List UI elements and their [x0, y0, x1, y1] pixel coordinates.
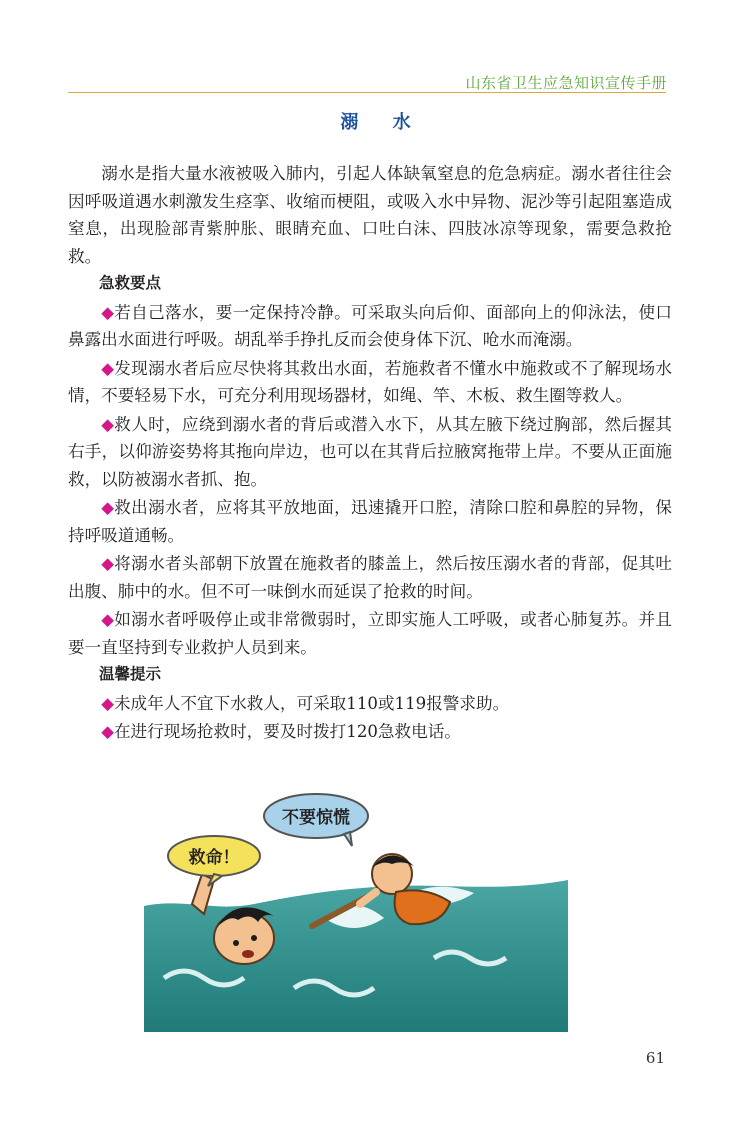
bullet-icon: ◆: [101, 302, 115, 322]
bubble-text-victim: 救命！: [188, 848, 240, 868]
bullet-icon: ◆: [101, 498, 115, 517]
list-item-text: 未成年人不宜下水救人，可采取110或119报警求助。: [113, 693, 510, 713]
list-item: [68, 299, 672, 354]
section-heading: 急救要点: [99, 274, 162, 292]
list-item: [68, 411, 672, 494]
bullet-icon: ◆: [101, 414, 115, 434]
list-item-text: 发现溺水者后应尽快将其救出水面，若施救者不懂水中施救或不了解现场水情，不要轻易下水，可充分利用现场器材，如绳、竿、木板、救生圈等救人。: [68, 358, 672, 405]
bullet-icon: ◆: [101, 358, 115, 378]
list-item: [68, 690, 672, 718]
section-heading: 温馨提示: [99, 665, 162, 683]
bubble-text-rescuer: 不要惊慌: [282, 808, 350, 828]
list-item-text: 救人时，应绕到溺水者的背后或潜入水下，从其左腋下绕过胸部，然后握其右手，以仰游姿势将其拖向岸边，也可以在其背后拉腋窝拖带上岸。不要从正面施救，以防被溺水者抓、抱。: [68, 414, 672, 489]
list-item: [68, 550, 672, 605]
bullet-icon: ◆: [101, 610, 115, 629]
header-rule: [68, 92, 666, 93]
page-title: 溺 水: [340, 112, 425, 133]
intro-paragraph: 溺水是指大量水液被吸入肺内，引起人体缺氧窒息的危急病症。溺水者往往会因呼吸道遇水刺激发生痉挛、收缩而梗阻，或吸入水中异物、泥沙等引起阻塞造成窒息，出现脸部青紫肿胀、眼睛充血、口吐白沫、四肢冰凉等现象，需要急救抢救。: [68, 164, 672, 266]
article-body: [68, 160, 672, 746]
bullet-icon: ◆: [101, 722, 114, 741]
list-item-text: 在进行现场抢救时，要及时拨打120急救电话。: [113, 722, 461, 741]
speech-bubble-rescuer: [264, 794, 368, 846]
list-item: [68, 606, 672, 661]
list-item-text: 救出溺水者，应将其平放地面，迅速撬开口腔，清除口腔和鼻腔的异物，保持呼吸道通畅。: [68, 498, 672, 545]
list-item-text: 如溺水者呼吸停止或非常微弱时，立即实施人工呼吸，或者心肺复苏。并且要一直坚持到专业救护人员到来。: [68, 610, 672, 657]
rescue-illustration: [144, 788, 568, 1032]
rescue-scene: [144, 788, 568, 1032]
speech-bubble-victim: [168, 836, 260, 886]
list-item-text: 若自己落水，要一定保持冷静。可采取头向后仰、面部向上的仰泳法，使口鼻露出水面进行呼吸。胡乱举手挣扎反而会使身体下沉、呛水而淹溺。: [68, 302, 672, 349]
list-item: [68, 494, 672, 549]
page-number: 61: [645, 1049, 665, 1067]
bullet-icon: ◆: [101, 554, 115, 573]
bullet-icon: ◆: [101, 693, 114, 713]
list-item: [68, 718, 672, 746]
list-item-text: 将溺水者头部朝下放置在施救者的膝盖上，然后按压溺水者的背部，促其吐出腹、肺中的水。但不可一味倒水而延误了抢救的时间。: [68, 554, 672, 601]
running-header: 山东省卫生应急知识宣传手册: [465, 74, 667, 92]
list-item: [68, 355, 672, 410]
